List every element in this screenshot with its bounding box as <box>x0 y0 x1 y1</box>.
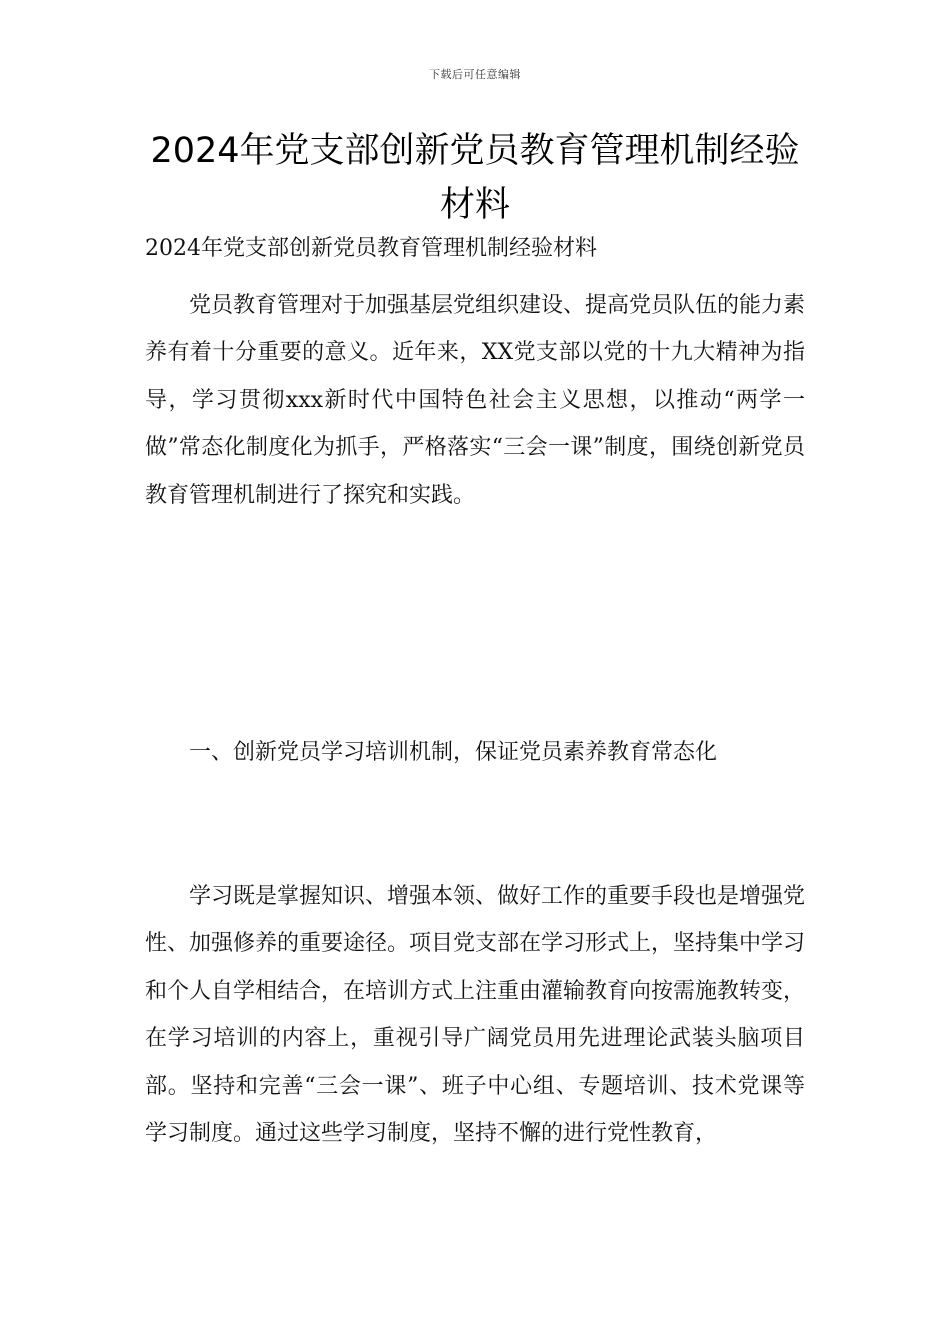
page-title: 2024年党支部创新党员教育管理机制经验材料 <box>150 131 800 225</box>
body-paragraph: 学习既是掌握知识、增强本领、做好工作的重要手段也是增强党性、加强修养的重要途径。项目党支部在学习形式上，坚持集中学习和个人自学相结合，在培训方式上注重由灌输教育向按需施教转变，在学习培训的内容上，重视引导广阔党员用先进理论武装头脑项目部。坚持和完善“三会一课”、班子中心组、专题培训、技术党课等学习制度。通过这些学习制度，坚持不懈的进行党性教育， <box>145 884 806 1147</box>
subtitle-line: 2024年党支部创新党员教育管理机制经验材料 <box>145 236 597 261</box>
intro-paragraph: 党员教育管理对于加强基层党组织建设、提高党员队伍的能力素养有着十分重要的意义。近年来，XX党支部以党的十九大精神为指导，学习贯彻xxx新时代中国特色社会主义思想，以推动“两学一做”常态化制度化为抓手，严格落实“三会一课”制度，围绕创新党员教育管理机制进行了探究和实践。 <box>145 293 806 508</box>
section-heading: 一、创新党员学习培训机制，保证党员素养教育常态化 <box>189 740 718 765</box>
header-note: 下载后可任意编辑 <box>429 68 521 81</box>
